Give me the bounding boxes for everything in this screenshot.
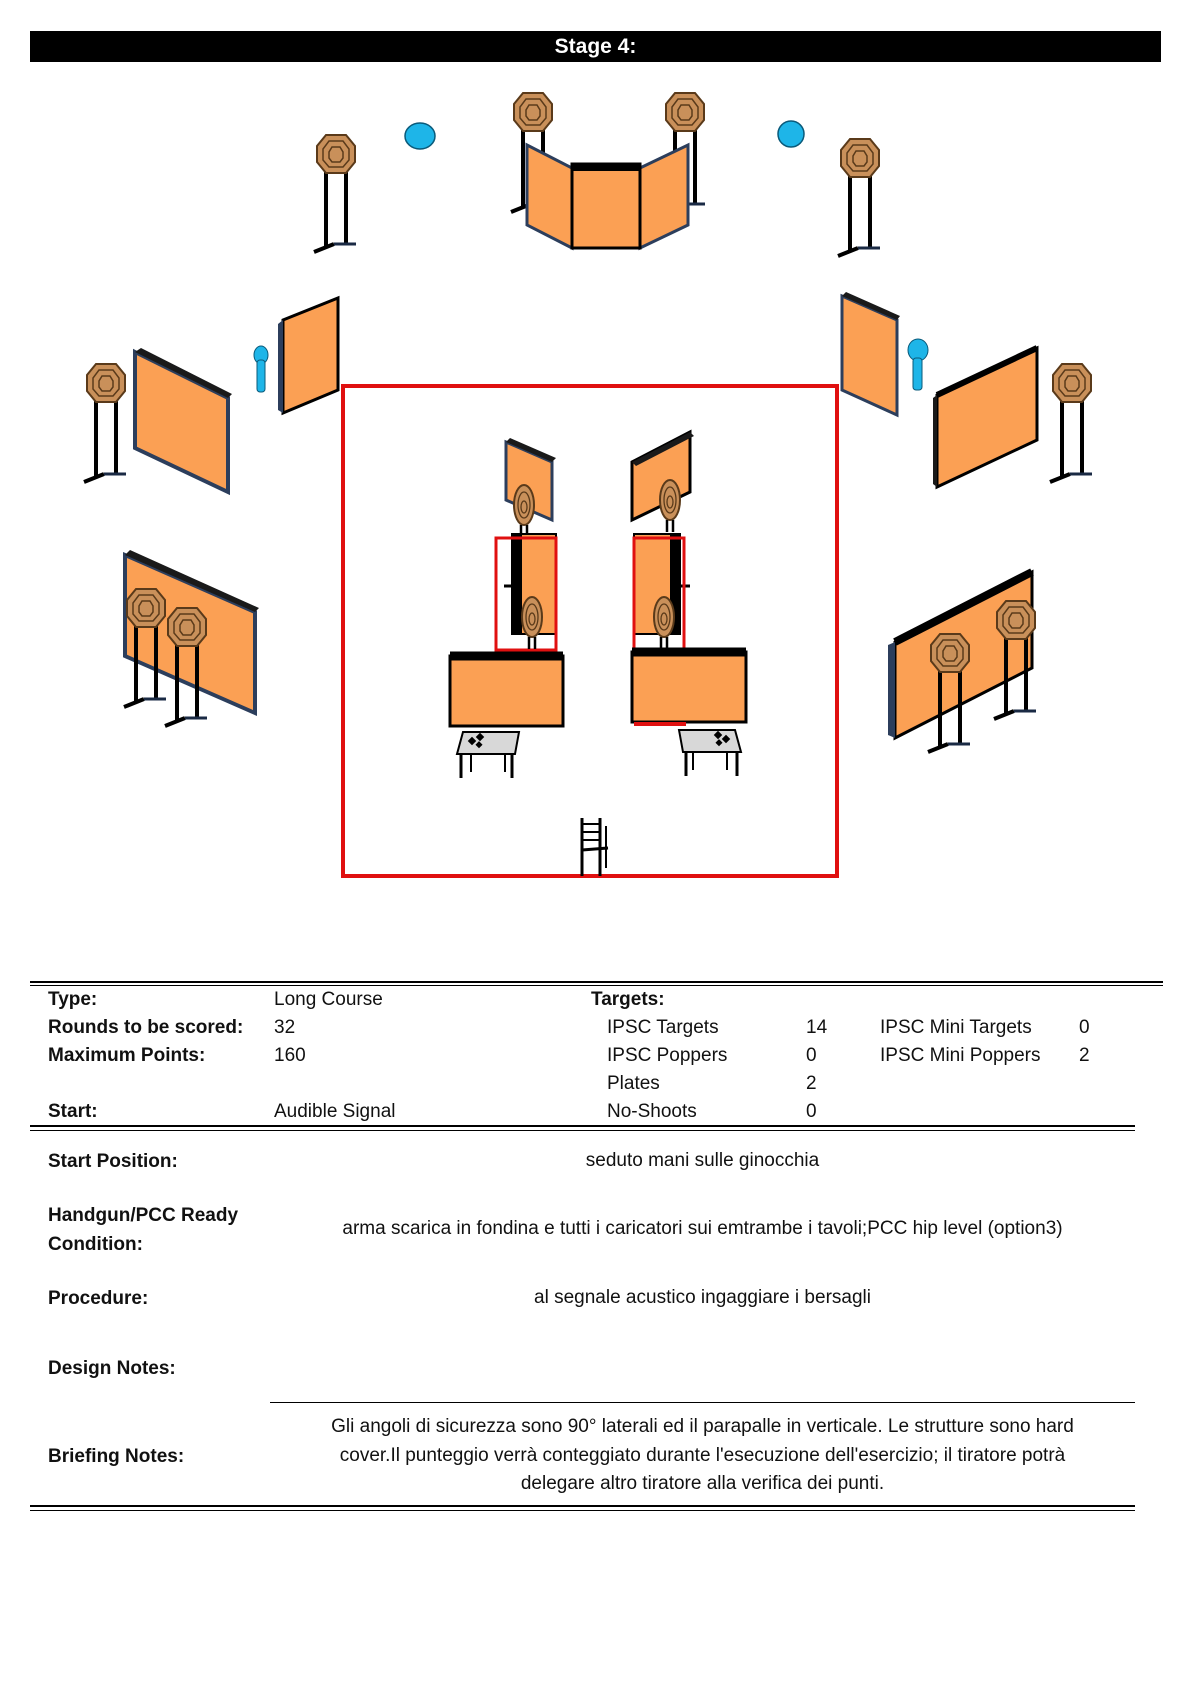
steel-plate-icon [778, 121, 804, 147]
ready-condition-value: arma scarica in fondina e tutti i caricatori sui emtrambe i tavoli;PCC hip level (option3) [342, 1218, 1063, 1239]
design-notes-label: Design Notes: [48, 1358, 176, 1379]
type-value: Long Course [274, 989, 383, 1010]
ready-condition-label-1: Handgun/PCC Ready [48, 1205, 239, 1226]
rounds-value: 32 [274, 1017, 296, 1038]
briefing-line-3: delegare altro tiratore alla verifica dei punti. [520, 1473, 885, 1494]
procedure-label: Procedure: [48, 1288, 149, 1309]
barricade-right-upright [842, 292, 900, 415]
table-top-rule [30, 981, 1163, 983]
table-mid-rule [30, 1125, 1135, 1127]
target-top-right [838, 139, 880, 256]
ipsc-targets-value: 14 [806, 1017, 828, 1038]
table-bottom-rule-2 [30, 1510, 1135, 1511]
start-value: Audible Signal [274, 1101, 396, 1122]
max-points-label: Maximum Points: [48, 1045, 206, 1066]
table-mid-rule-2 [30, 1130, 1135, 1131]
ipsc-mini-targets-label: IPSC Mini Targets [880, 1017, 1032, 1038]
plates-value: 2 [806, 1073, 817, 1094]
barricade-inner-left-front [450, 656, 563, 726]
stage-title: Stage 4: [30, 31, 1161, 62]
procedure-value: al segnale acustico ingaggiare i bersagli [534, 1287, 871, 1308]
barricade-left-upright [278, 298, 338, 413]
mini-popper-left [254, 346, 268, 392]
stage-diagram [0, 70, 1191, 930]
table-icon [457, 732, 519, 778]
ipsc-mini-poppers-value: 2 [1079, 1045, 1090, 1066]
chair-icon [582, 818, 608, 876]
barricade-top-center [511, 93, 705, 248]
design-notes-rule [270, 1402, 1135, 1403]
type-label: Type: [48, 989, 98, 1010]
ready-condition-label-2: Condition: [48, 1234, 143, 1255]
briefing-notes-label: Briefing Notes: [48, 1446, 185, 1467]
mini-target-icon [522, 597, 542, 649]
mini-target-icon [660, 480, 680, 532]
shooting-area [343, 386, 837, 876]
target-right-mid [1050, 364, 1092, 482]
ipsc-targets-label: IPSC Targets [607, 1017, 719, 1038]
barricade-right-mid [933, 348, 1037, 487]
no-shoots-value: 0 [806, 1101, 817, 1122]
target-top-left [314, 135, 356, 252]
max-points-value: 160 [274, 1045, 306, 1066]
ipsc-mini-targets-value: 0 [1079, 1017, 1090, 1038]
barricade-inner-right-front [632, 652, 746, 724]
mini-popper-right [908, 339, 928, 390]
start-label: Start: [48, 1101, 98, 1122]
targets-header: Targets: [591, 989, 665, 1010]
start-position-label: Start Position: [48, 1151, 178, 1172]
target-left-mid [84, 364, 126, 482]
table-top-rule-2 [30, 985, 1163, 986]
steel-plate-icon [405, 123, 435, 149]
ipsc-poppers-value: 0 [806, 1045, 817, 1066]
barricade-left-mid [135, 348, 232, 492]
ipsc-mini-poppers-label: IPSC Mini Poppers [880, 1045, 1041, 1066]
no-shoots-label: No-Shoots [607, 1101, 697, 1122]
plates-label: Plates [607, 1073, 660, 1094]
start-position-value: seduto mani sulle ginocchia [585, 1150, 820, 1171]
ipsc-poppers-label: IPSC Poppers [607, 1045, 728, 1066]
briefing-line-2: cover.Il punteggio verrà conteggiato durante l'esecuzione dell'esercizio; il tiratore potrà [339, 1445, 1066, 1466]
mini-target-icon [514, 485, 534, 537]
mini-target-icon [654, 597, 674, 649]
table-bottom-rule [30, 1505, 1135, 1507]
table-icon [679, 730, 741, 776]
rounds-label: Rounds to be scored: [48, 1017, 244, 1038]
briefing-line-1: Gli angoli di sicurezza sono 90° laterali ed il parapalle in verticale. Le strutture sono hard [331, 1416, 1074, 1437]
